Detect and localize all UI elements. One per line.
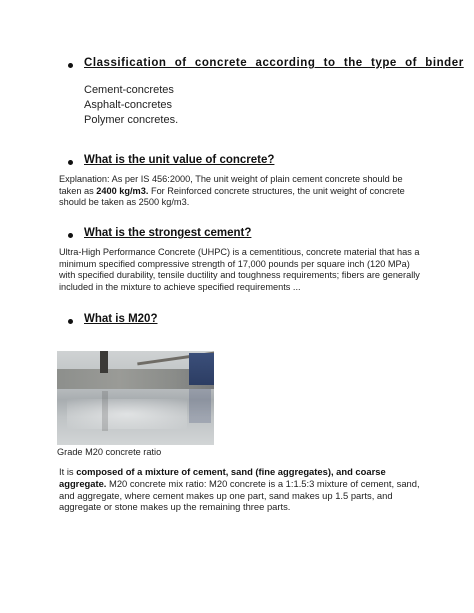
section-heading-m20: What is M20?: [84, 313, 158, 325]
bullet-icon: [68, 319, 73, 324]
list-item: Polymer concretes.: [84, 114, 179, 126]
concrete-floor-photo: [57, 351, 214, 445]
bullet-icon: [68, 233, 73, 238]
paragraph-bold-text: 2400 kg/m3.: [96, 185, 149, 196]
paragraph-strongest-cement: Ultra-High Performance Concrete (UHPC) is a cementitious, concrete material that has a minimum specified compressive strength of 17,000 pounds per square inch (120 MPa) with specified durability, tensile ductility and toughness requirements; fibers are generally included in the mixture to achieve specified requirements ...: [59, 247, 420, 292]
list-item: Asphalt-concretes: [84, 99, 173, 111]
list-item: Cement-concretes: [84, 84, 174, 96]
paragraph-bold-text: composed of a mixture of cement, sand (fine aggregates), and coarse aggregate.: [59, 466, 386, 489]
paragraph-text: M20 concrete mix ratio: M20 concrete is a 1:1.5:3 mixture of cement, sand, and aggregate, where cement makes up one part, sand makes up 1.5 parts, and aggregate or stone makes up the remaining three parts.: [59, 477, 420, 513]
bullet-icon: [68, 160, 73, 165]
paragraph-unit-value: [59, 174, 421, 209]
paragraph-text: It is: [59, 466, 77, 477]
section-heading-unit-value: What is the unit value of concrete?: [84, 154, 275, 166]
paragraph-text: For Reinforced concrete structures, the unit weight of concrete should be taken as 2500 kg/m3.: [59, 185, 405, 208]
section-heading-strongest-cement: What is the strongest cement?: [84, 227, 252, 239]
paragraph-m20: [59, 466, 421, 513]
bullet-icon: [68, 63, 73, 68]
image-caption: Grade M20 concrete ratio: [57, 447, 162, 457]
section-heading-binder-classification: Classification of concrete according to the type of binder: [84, 57, 464, 69]
paragraph-text: Explanation: As per IS 456:2000, The unit weight of plain cement concrete should be taken as: [59, 174, 403, 196]
